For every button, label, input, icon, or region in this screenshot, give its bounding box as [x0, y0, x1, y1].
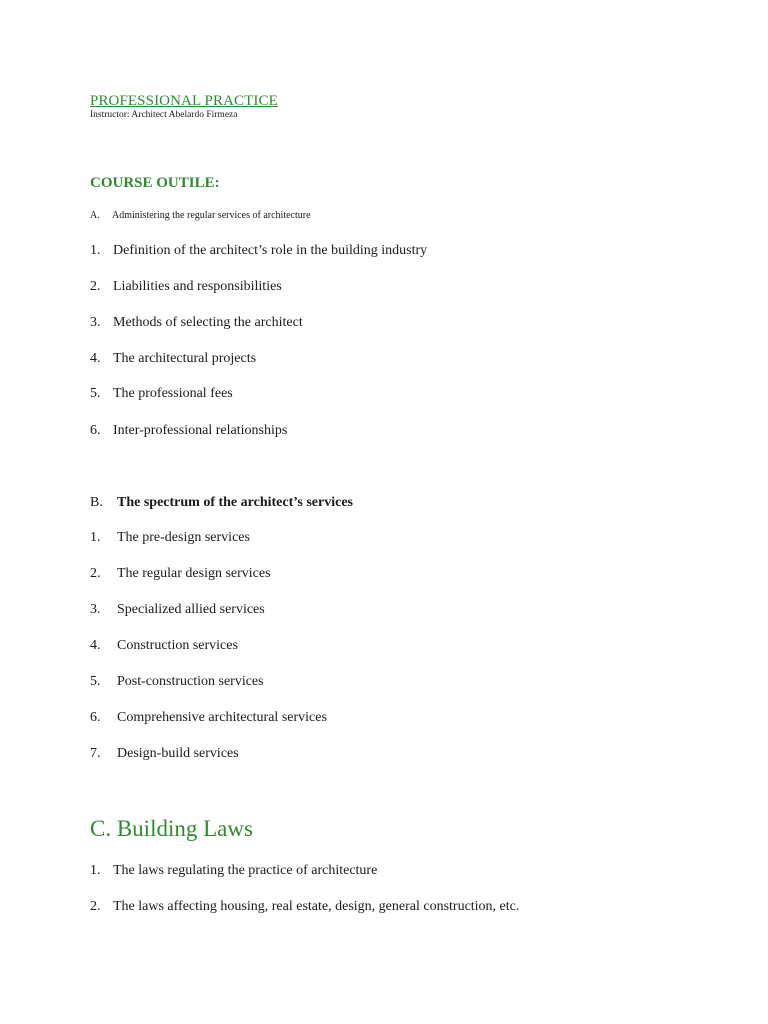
list-item — [90, 279, 282, 295]
list-number: 4. — [90, 638, 101, 653]
list-text: The pre-design services — [117, 530, 250, 545]
list-text: Post-construction services — [117, 674, 264, 689]
list-text: Comprehensive architectural services — [117, 710, 327, 725]
list-item — [90, 423, 287, 439]
list-text: The regular design services — [117, 566, 271, 581]
list-text: The professional fees — [113, 386, 233, 401]
course-outline-heading: COURSE OUTILE: — [90, 175, 220, 191]
list-number: 5. — [90, 386, 101, 401]
section-b-label: The spectrum of the architect’s services — [117, 495, 353, 510]
list-text: Specialized allied services — [117, 602, 265, 617]
list-text: Definition of the architect’s role in the building industry — [113, 243, 428, 258]
list-text: Construction services — [117, 638, 238, 653]
list-item — [90, 899, 519, 915]
list-item — [90, 566, 271, 582]
instructor-line: Instructor: Architect Abelardo Firmeza — [90, 110, 238, 120]
list-number: 5. — [90, 674, 101, 689]
list-item — [90, 315, 303, 331]
section-a-marker: A. — [90, 210, 100, 221]
list-text: Inter-professional relationships — [113, 423, 288, 438]
list-text: The laws regulating the practice of architecture — [113, 863, 378, 878]
list-number: 6. — [90, 423, 101, 438]
list-item — [90, 530, 250, 546]
list-number: 6. — [90, 710, 101, 725]
list-number: 1. — [90, 530, 101, 545]
section-a-heading — [90, 210, 311, 221]
document-title: PROFESSIONAL PRACTICE — [90, 93, 278, 109]
section-b-heading — [90, 495, 353, 511]
list-item — [90, 746, 239, 762]
list-text: Liabilities and responsibilities — [113, 279, 282, 294]
list-number: 1. — [90, 243, 101, 258]
section-a-label: Administering the regular services of architecture — [112, 210, 311, 221]
list-text: Design-build services — [117, 746, 239, 761]
list-number: 1. — [90, 863, 101, 878]
list-number: 3. — [90, 315, 101, 330]
list-item — [90, 602, 265, 618]
section-b-marker: B. — [90, 495, 103, 510]
list-item — [90, 243, 427, 259]
list-item — [90, 710, 327, 726]
list-item — [90, 863, 377, 879]
list-number: 2. — [90, 899, 101, 914]
list-text: Methods of selecting the architect — [113, 315, 303, 330]
list-number: 4. — [90, 351, 101, 366]
list-number: 2. — [90, 566, 101, 581]
list-item — [90, 638, 238, 654]
list-number: 3. — [90, 602, 101, 617]
list-text: The architectural projects — [113, 351, 257, 366]
list-item — [90, 674, 264, 690]
list-text: The laws affecting housing, real estate, design, general construction, etc. — [113, 899, 520, 914]
list-number: 7. — [90, 746, 101, 761]
list-item — [90, 386, 233, 402]
list-number: 2. — [90, 279, 101, 294]
list-item — [90, 351, 256, 367]
section-c-heading: C. Building Laws — [90, 816, 253, 841]
